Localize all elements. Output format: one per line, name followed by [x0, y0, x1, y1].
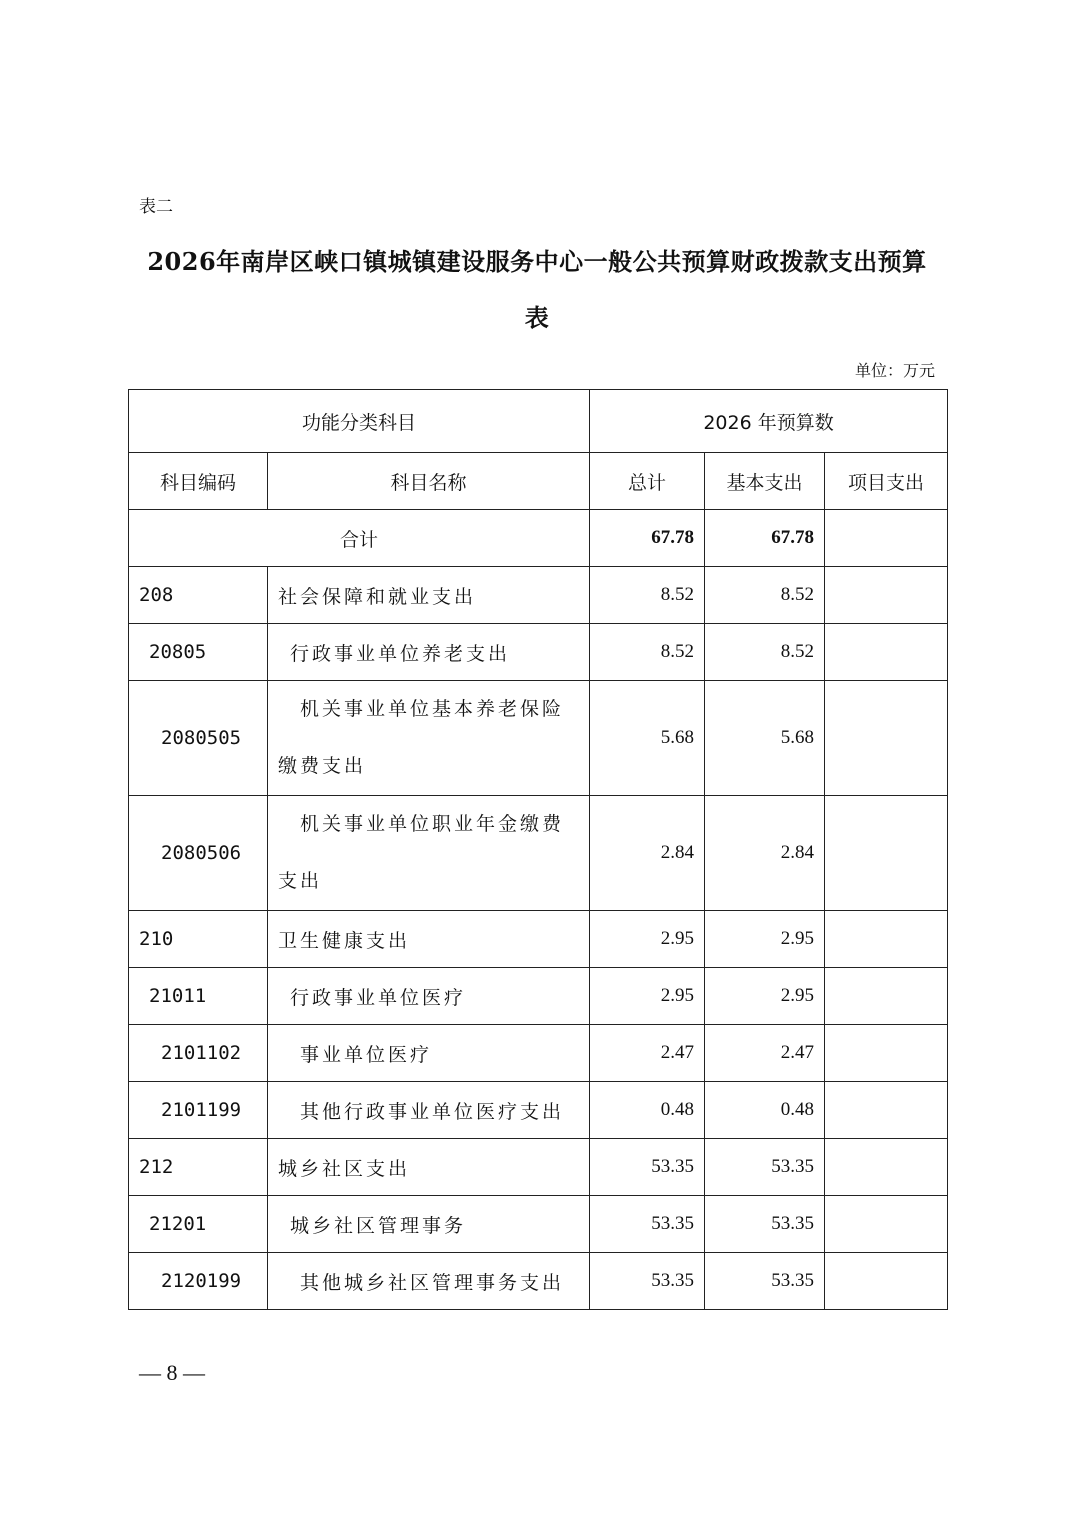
- row-project: [825, 968, 948, 1025]
- row-project: [825, 911, 948, 968]
- row-total: 5.68: [590, 681, 705, 796]
- row-project: [825, 1025, 948, 1082]
- header-functional-classification: 功能分类科目: [129, 390, 590, 453]
- row-total: 53.35: [590, 1196, 705, 1253]
- header-budget-2026: 2026 年预算数: [590, 390, 948, 453]
- row-code: 210: [129, 911, 268, 968]
- row-total: 2.47: [590, 1025, 705, 1082]
- row-total: 8.52: [590, 567, 705, 624]
- total-project: [825, 510, 948, 567]
- row-project: [825, 1253, 948, 1310]
- row-total: 8.52: [590, 624, 705, 681]
- row-basic: 2.95: [705, 911, 825, 968]
- table-row: [129, 911, 948, 968]
- row-code: 2101199: [129, 1082, 268, 1139]
- unit-label: 单位：万元: [854, 361, 935, 380]
- row-code: 21011: [129, 968, 268, 1025]
- row-code: 212: [129, 1139, 268, 1196]
- row-code: 2101102: [129, 1025, 268, 1082]
- row-name: 城乡社区管理事务: [268, 1196, 590, 1253]
- table-row: [129, 567, 948, 624]
- row-basic: 53.35: [705, 1139, 825, 1196]
- row-basic: 5.68: [705, 681, 825, 796]
- row-name: 其他行政事业单位医疗支出: [268, 1082, 590, 1139]
- table-row: [129, 624, 948, 681]
- page-number: — 8 —: [139, 1360, 205, 1385]
- row-code: 2120199: [129, 1253, 268, 1310]
- table-row: [129, 1082, 948, 1139]
- row-code: 2080506: [129, 796, 268, 911]
- row-project: [825, 1196, 948, 1253]
- row-project: [825, 1139, 948, 1196]
- row-name: 机关事业单位职业年金缴费支出: [268, 796, 590, 911]
- row-total: 2.95: [590, 968, 705, 1025]
- row-total: 0.48: [590, 1082, 705, 1139]
- row-name: 其他城乡社区管理事务支出: [268, 1253, 590, 1310]
- table-row: [129, 1196, 948, 1253]
- table-label: 表二: [139, 197, 173, 217]
- total-row: [129, 510, 948, 567]
- row-basic: 0.48: [705, 1082, 825, 1139]
- row-project: [825, 796, 948, 911]
- row-code: 20805: [129, 624, 268, 681]
- row-basic: 53.35: [705, 1253, 825, 1310]
- row-project: [825, 1082, 948, 1139]
- header-code: 科目编码: [129, 453, 268, 510]
- row-basic: 2.84: [705, 796, 825, 911]
- header-total: 总计: [590, 453, 705, 510]
- total-sum: 67.78: [590, 510, 705, 567]
- row-total: 2.84: [590, 796, 705, 911]
- row-project: [825, 681, 948, 796]
- row-project: [825, 567, 948, 624]
- table-row: [129, 1139, 948, 1196]
- row-basic: 2.95: [705, 968, 825, 1025]
- row-code: 2080505: [129, 681, 268, 796]
- header-group-row: [129, 390, 948, 453]
- header-basic: 基本支出: [705, 453, 825, 510]
- row-basic: 2.47: [705, 1025, 825, 1082]
- total-label: 合计: [129, 510, 590, 567]
- row-total: 2.95: [590, 911, 705, 968]
- table-row: [129, 1253, 948, 1310]
- table-row: [129, 1025, 948, 1082]
- header-column-row: [129, 453, 948, 510]
- row-code: 21201: [129, 1196, 268, 1253]
- row-name: 城乡社区支出: [268, 1139, 590, 1196]
- row-basic: 53.35: [705, 1196, 825, 1253]
- header-project: 项目支出: [825, 453, 948, 510]
- row-basic: 8.52: [705, 624, 825, 681]
- document-title-continued: 表: [524, 303, 550, 332]
- table-row: [129, 968, 948, 1025]
- row-name: 行政事业单位养老支出: [268, 624, 590, 681]
- document-title: 2026年南岸区峡口镇城镇建设服务中心一般公共预算财政拨款支出预算: [147, 247, 927, 276]
- row-name: 卫生健康支出: [268, 911, 590, 968]
- row-basic: 8.52: [705, 567, 825, 624]
- row-name: 行政事业单位医疗: [268, 968, 590, 1025]
- row-total: 53.35: [590, 1253, 705, 1310]
- row-name: 机关事业单位基本养老保险缴费支出: [268, 681, 590, 796]
- table-row: [129, 681, 948, 796]
- row-name: 事业单位医疗: [268, 1025, 590, 1082]
- row-code: 208: [129, 567, 268, 624]
- total-basic: 67.78: [705, 510, 825, 567]
- table-row: [129, 796, 948, 911]
- row-project: [825, 624, 948, 681]
- row-total: 53.35: [590, 1139, 705, 1196]
- budget-table: [128, 389, 948, 1310]
- row-name: 社会保障和就业支出: [268, 567, 590, 624]
- header-name: 科目名称: [268, 453, 590, 510]
